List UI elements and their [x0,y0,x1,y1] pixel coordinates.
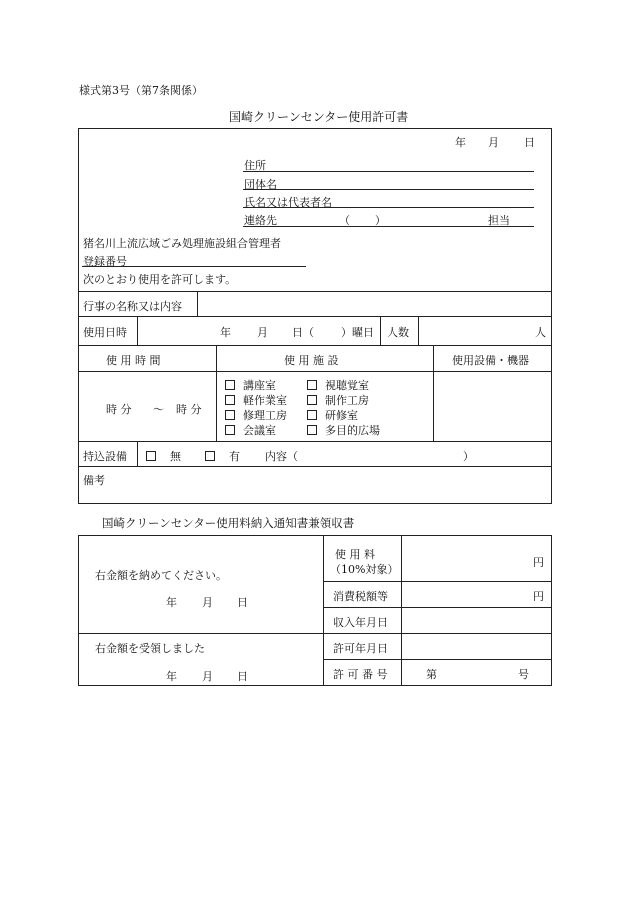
people-label: 人数 [387,326,409,339]
income-date-label: 収入年月日 [333,616,388,629]
divider [418,316,419,345]
divider [323,581,552,582]
contact-label: 連絡先 [244,214,277,227]
receipt-form [78,535,552,686]
divider [78,316,552,317]
checkbox-icon[interactable] [205,451,215,461]
checkbox-icon[interactable] [307,380,317,390]
facility-option[interactable]: 研修室 [307,407,358,423]
checkbox-icon[interactable] [307,410,317,420]
authority-name: 猪名川上流広域ごみ処理施設組合管理者 [83,237,281,250]
tax-yen: 円 [533,590,544,603]
checkbox-icon[interactable] [146,451,156,461]
received-day: 日 [237,670,248,683]
brought-equipment-label: 持込設備 [83,450,127,463]
divider [433,345,434,441]
contact-paren-open: （ [339,214,350,227]
page-title: 国崎クリーンセンター使用許可書 [229,110,409,124]
permit-no-suffix: 号 [518,668,529,681]
person-in-charge-label: 担当 [488,214,510,227]
divider [137,316,138,345]
checkbox-icon[interactable] [225,395,235,405]
received-text: 右金額を受領しました [95,642,205,655]
fee-yen: 円 [533,556,544,569]
contact-line[interactable] [243,226,534,227]
event-name-field[interactable] [198,292,551,315]
pay-prompt: 右金額を納めてください。 [95,569,227,582]
divider [78,633,552,634]
time-from: 時 分 [106,403,132,416]
checkbox-icon[interactable] [225,380,235,390]
facility-option[interactable]: 制作工房 [307,392,369,408]
facility-option[interactable]: 会議室 [225,422,276,438]
facility-option[interactable]: 修理工房 [225,407,287,423]
divider [323,535,324,686]
checkbox-icon[interactable] [307,425,317,435]
pay-year: 年 [166,596,177,609]
divider [323,659,552,660]
facility-option[interactable]: 多目的広場 [307,422,380,438]
fee-note: （10%対象） [330,563,399,576]
usage-time-header: 使 用 時 間 [106,354,161,367]
people-unit: 人 [535,326,546,339]
pay-month: 月 [202,596,213,609]
usage-year: 年 [220,326,231,339]
permit-date-label: 許可年月日 [333,642,388,655]
equipment-content-label: 内容（ [265,450,298,463]
divider [78,466,552,467]
divider [78,345,552,346]
issue-day: 日 [524,136,535,149]
divider [216,345,217,441]
received-month: 月 [202,670,213,683]
form-number: 様式第3号（第7条関係） [79,84,203,97]
divider [137,441,138,466]
divider [323,607,552,608]
remarks-field[interactable] [79,486,551,503]
equipment-none-option[interactable]: 無 [146,448,181,464]
fee-label: 使 用 料 [335,548,375,561]
permit-no-prefix: 第 [426,668,437,681]
event-name-label: 行事の名称又は内容 [83,300,182,313]
registration-label: 登録番号 [83,255,127,268]
equipment-header: 使用設備・機器 [452,354,529,367]
contact-paren-close: ） [375,214,386,227]
organization-line[interactable] [243,189,534,190]
divider [380,316,381,345]
time-to: 時 分 [176,403,202,416]
usage-month: 月 [257,326,268,339]
organization-label: 団体名 [244,178,277,191]
facility-option[interactable]: 視聴覚室 [307,377,369,393]
time-tilde: ～ [153,403,164,416]
representative-line[interactable] [243,207,534,208]
usage-weekday: ）曜日 [341,326,374,339]
issue-year: 年 [455,136,466,149]
usage-day: 日（ [292,326,314,339]
facility-option[interactable]: 軽作業室 [225,392,287,408]
received-year: 年 [166,670,177,683]
checkbox-icon[interactable] [225,410,235,420]
registration-line[interactable] [82,266,306,267]
checkbox-icon[interactable] [225,425,235,435]
facility-header: 使 用 施 設 [284,354,339,367]
divider [401,535,402,686]
divider [78,371,552,372]
permit-no-label: 許 可 番 号 [333,668,388,681]
receipt-title: 国崎クリーンセンター使用料納入通知書兼領収書 [102,516,355,530]
representative-label: 氏名又は代表者名 [244,196,332,209]
usage-date-label: 使用日時 [83,326,127,339]
address-line[interactable] [243,171,534,172]
facility-option[interactable]: 講座室 [225,377,276,393]
pay-day: 日 [237,596,248,609]
equipment-yes-option[interactable]: 有 [205,448,240,464]
permission-text: 次のとおり使用を許可します。 [83,273,237,286]
divider [78,441,552,442]
equipment-content-close: ） [463,450,474,463]
checkbox-icon[interactable] [307,395,317,405]
issue-month: 月 [488,136,499,149]
remarks-label: 備考 [83,474,105,487]
tax-label: 消費税額等 [333,590,388,603]
address-label: 住所 [244,159,266,172]
